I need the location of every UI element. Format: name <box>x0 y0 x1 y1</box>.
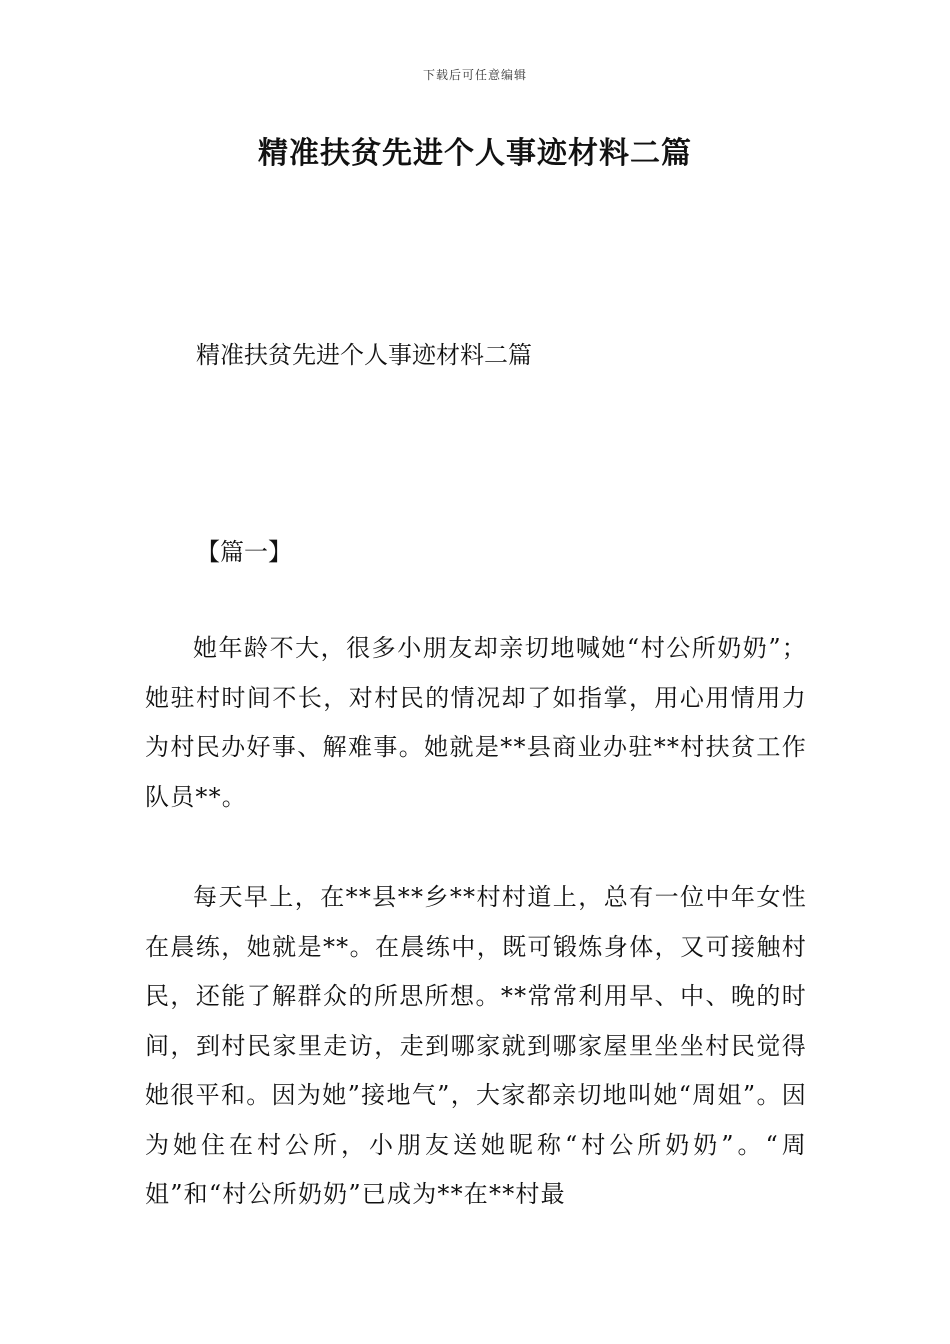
section-label: 【篇一】 <box>196 538 292 566</box>
document-subtitle: 精准扶贫先进个人事迹材料二篇 <box>196 341 532 369</box>
document-title: 精准扶贫先进个人事迹材料二篇 <box>258 136 692 171</box>
header-note: 下载后可任意编辑 <box>422 68 527 82</box>
body-paragraph: 每天早上，在**县**乡**村村道上，总有一位中年女性在晨练，她就是**。在晨练中，既可锻炼身体，又可接触村民，还能了解群众的所思所想。**常常利用早、中、晚的时间，到村民家里走访，走到哪家就到哪家屋里坐坐村民觉得她很平和。因为她”接地气”，大家都亲切地叫她“周姐”。因为她住在村公所，小朋友送她昵称“村公所奶奶”。“周姐”和“村公所奶奶”已成为**在**村最 <box>145 883 807 1208</box>
body-paragraph: 她年龄不大，很多小朋友却亲切地喊她“村公所奶奶”；她驻村时间不长，对村民的情况却了如指掌，用心用情用力为村民办好事、解难事。她就是**县商业办驻**村扶贫工作队员**。 <box>145 634 807 811</box>
